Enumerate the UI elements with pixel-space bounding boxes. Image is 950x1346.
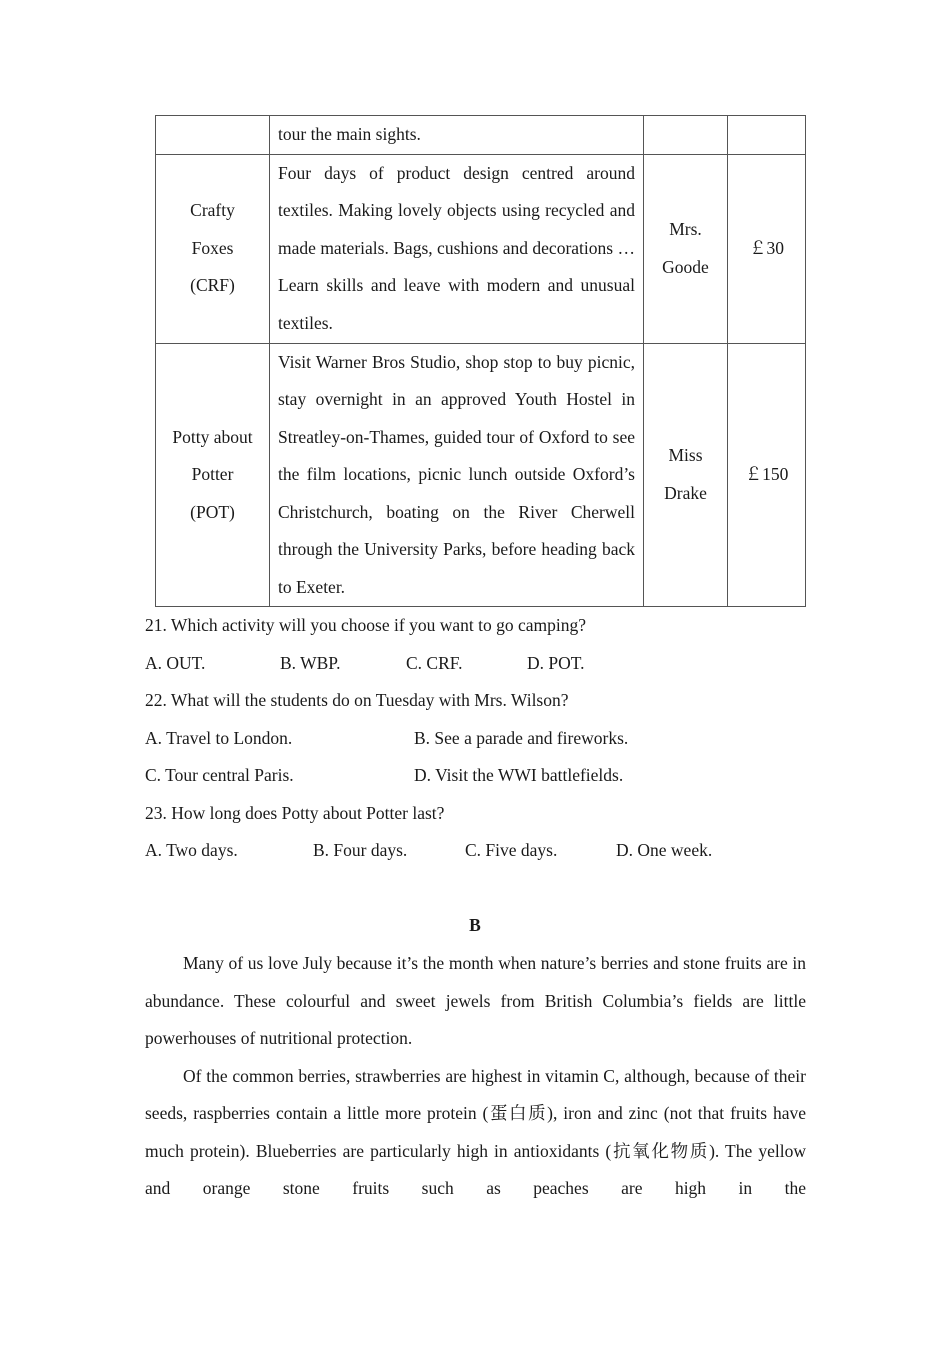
activity-name-cell (156, 154, 270, 343)
option-23-c: C. Five days. (465, 840, 558, 860)
activity-description-cell: Four days of product design centred around textiles. Making lovely objects using recycled and made materials. Bags, cushions and decorations … Learn skills and leave with modern and unusual textiles. (270, 154, 644, 343)
option-21-b: B. WBP. (280, 652, 341, 673)
teacher-cell (644, 116, 728, 155)
price-cell: ￡30 (728, 154, 806, 343)
options-21 (145, 645, 815, 683)
question-23: 23. How long does Potty about Potter last? (145, 802, 445, 823)
passage-paragraph: Of the common berries, strawberries are highest in vitamin C, although, because of their seeds, raspberries contain a little more protein (蛋白质), iron and zinc (not that fruits have much protein). Blueberries are particularly high in antioxidants (抗氧化物质). The yellow and orange stone fruits such as peaches are high in the (145, 1065, 806, 1198)
option-23-b: B. Four days. (313, 840, 408, 860)
passage-b (145, 945, 806, 1208)
teacher-cell (644, 343, 728, 607)
teacher-name: Miss Drake (664, 445, 707, 503)
price-cell (728, 116, 806, 155)
activities-table (155, 115, 806, 607)
option-22-c: C. Tour central Paris. (145, 765, 294, 785)
option-23-d: D. One week. (616, 840, 713, 860)
activity-name-pot: Potty about Potter (POT) (172, 426, 253, 522)
table-row (156, 154, 806, 343)
options-22-ab (145, 720, 815, 758)
option-21-d: D. POT. (527, 652, 585, 673)
option-21-a: A. OUT. (145, 652, 206, 673)
activity-name-cell (156, 343, 270, 607)
teacher-cell (644, 154, 728, 343)
activity-description-cell: tour the main sights. (270, 116, 644, 155)
activity-description-cell: Visit Warner Bros Studio, shop stop to buy picnic, stay overnight in an approved Youth Hostel in Streatley-on-Thames, guided tour of Oxford to see the film locations, picnic lunch outside Oxford’s Christchurch, boating on the River Cherwell through the University Parks, before heading back to Exeter. (270, 343, 644, 607)
table-row (156, 343, 806, 607)
options-23 (145, 832, 815, 870)
passage-paragraph: Many of us love July because it’s the month when nature’s berries and stone fruits are in abundance. These colourful and sweet jewels from British Columbia’s fields are little powerhouses of nutritional protection. (145, 953, 806, 1048)
teacher-name: Mrs. Goode (662, 219, 709, 277)
question-22: 22. What will the students do on Tuesday with Mrs. Wilson? (145, 690, 569, 710)
option-22-b: B. See a parade and fireworks. (414, 727, 629, 748)
question-21: 21. Which activity will you choose if you want to go camping? (145, 615, 586, 635)
questions (145, 607, 815, 870)
table-row (156, 116, 806, 155)
option-22-d: D. Visit the WWI battlefields. (414, 765, 624, 785)
option-22-a: A. Travel to London. (145, 727, 293, 748)
activity-name-cell (156, 116, 270, 155)
option-21-c: C. CRF. (406, 652, 463, 673)
activity-name-crf: Crafty Foxes (CRF) (190, 200, 235, 296)
section-b-title: B (469, 915, 481, 935)
option-23-a: A. Two days. (145, 840, 238, 860)
price-cell: ￡150 (728, 343, 806, 607)
options-22-cd (145, 757, 815, 795)
